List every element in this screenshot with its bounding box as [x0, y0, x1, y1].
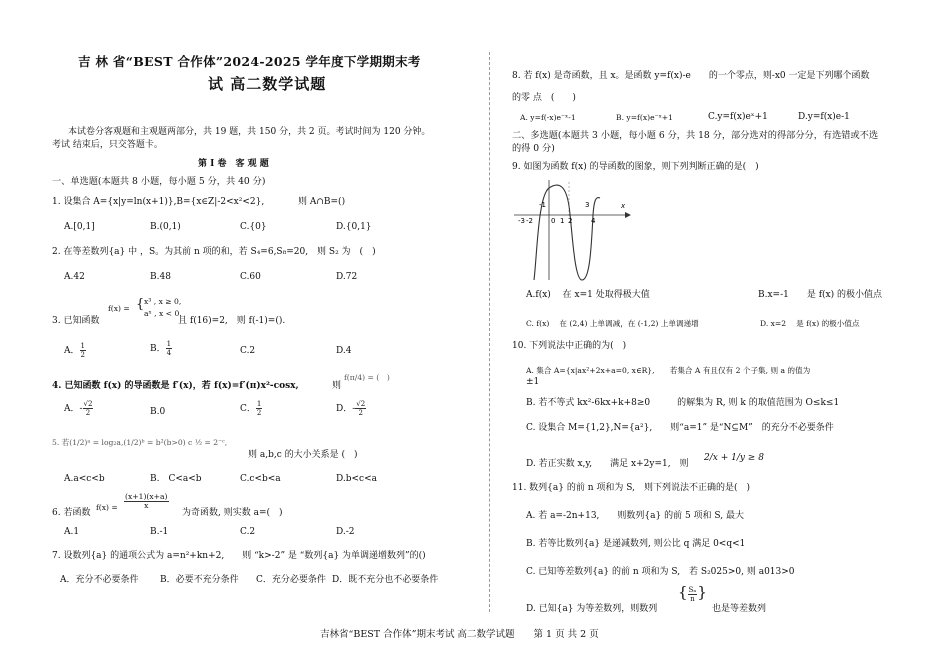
q4-option-a: [64, 400, 93, 417]
q7-option-a: A．充分不必要条件: [60, 575, 139, 585]
bracket-left: {: [678, 583, 688, 601]
frac-den: 2: [85, 409, 91, 417]
q7-option-b: B．必要不充分条件: [160, 575, 239, 585]
q3-option-b: [150, 340, 172, 357]
q8-option-a: A. y=f(-x)e⁻ˣ-1: [520, 113, 576, 122]
q6-prefix: 6. 若函数: [52, 508, 91, 518]
q10-option-d-expr: 2/x + 1/y ≥ 8: [704, 453, 764, 463]
q5-ask: 则 a,b,c 的大小关系是 ( ): [248, 450, 358, 460]
q4-option-c: [240, 400, 262, 417]
q4-option-d-frac: [355, 400, 366, 417]
intro-line1: 本试卷分客观题和主观题两部分，共 19 题，共 150 分，共 2 页。考试时间为 120 分钟。: [68, 127, 431, 137]
q2-option-c: C.60: [240, 272, 261, 282]
frac-den: 2: [80, 351, 85, 359]
q2-option-a: A.42: [64, 272, 85, 282]
q7-stem: 7. 设数列{a} 的通项公式为 a=n²+kn+2, 则 “k>-2” 是 “数列{a} 为单调递增数列”的(): [52, 551, 426, 561]
section2-line1: 二、多选题(本题共 3 小题，每小题 6 分，共 18 分，部分选对的得部分分，有选错或不选: [512, 130, 879, 141]
q11-option-a: A. 若 a=-2n+13, 则数列{a} 的前 5 项和 S, 最大: [526, 511, 744, 521]
frac-den: 2: [256, 409, 262, 417]
q4-option-d: [336, 400, 366, 417]
q9-option-d: D. x=2 是 f(x) 的极小值点: [760, 319, 860, 328]
q9-stem: 9. 如图为函数 f(x) 的导函数的图象，则下列判断正确的是( ): [512, 162, 759, 172]
exam-title-line2: 试 高二数学试题: [208, 75, 327, 93]
derivative-curve: [534, 185, 600, 280]
frac-num: √2: [83, 400, 93, 408]
q4-option-a-label: A．-: [64, 404, 83, 414]
frac-num: 1: [80, 342, 85, 350]
q1-stem: 1. 设集合 A={x|y=ln(x+1)},B={x∈Z|-2<x²<2},: [52, 197, 265, 207]
tick-label-neg1: -1: [539, 201, 546, 209]
tick-label-4: 4: [591, 217, 596, 225]
q11-option-c: C. 已知等差数列{a} 的前 n 项和为 S, 若 S₂025>0, 则 a013>0: [526, 567, 795, 577]
q1-option-b: B.(0,1): [150, 222, 181, 232]
q3-option-b-label: B．: [150, 344, 166, 354]
q8-option-c: C.y=f(x)eˣ+1: [708, 112, 768, 122]
q1-option-a: A.[0,1]: [64, 222, 95, 232]
tick-label-1: 1: [560, 217, 565, 225]
q8-line1: 8. 若 f(x) 是奇函数，且 x。是函数 y=f(x)-e 的一个零点，则-x0 一定是下列哪个函数: [512, 71, 870, 81]
q5-option-d: D.b<c<a: [336, 474, 378, 484]
q6-frac: [124, 493, 169, 510]
q4-tail: 则: [332, 381, 342, 391]
q3-option-d: D.4: [336, 346, 352, 356]
q3-case2: aˣ , x < 0.: [144, 309, 182, 318]
q9-option-a: A.f(x) 在 x=1 处取得极大值: [526, 290, 650, 300]
q11-option-d-frac-inner: [688, 586, 698, 603]
q1-ask: 则 A∩B=(): [298, 197, 346, 207]
q3-case1: x³ , x ≥ 0,: [144, 297, 182, 306]
q4-option-a-frac: [83, 400, 94, 417]
section1-title: 一、单选题(本题共 8 小题，每小题 5 分，共 40 分): [52, 176, 266, 187]
q1-option-d: D.{0,1}: [336, 222, 372, 232]
q10-option-c: C. 设集合 M={1,2},N={a²}, 则“a=1” 是“N⊆M” 的充分不必要条件: [526, 423, 834, 433]
frac-den: x: [144, 501, 149, 510]
q11-stem: 11. 数列{a} 的前 n 项和为 S, 则下列说法不正确的是( ): [512, 483, 750, 493]
frac-num: 1: [166, 340, 172, 348]
q5-option-a: A.a<c<b: [64, 474, 105, 484]
q2-stem: 2. 在等差数列{a} 中 ，S。为其前 n 项的和，若 S₄=6,S₈=20, 则 S₂ 为 ( ): [52, 247, 376, 257]
q10-option-b: B. 若不等式 kx²-6kx+k+8≥0 的解集为 R, 则 k 的取值范围为 O≤k≤1: [526, 398, 840, 408]
frac-den: 4: [166, 349, 172, 357]
q7-option-c: C．充分必要条件: [256, 575, 326, 585]
q4-option-d-label: D．-: [336, 404, 356, 414]
q5-option-b: B. C<a<b: [150, 474, 202, 484]
tick-label-neg3: -3: [518, 217, 525, 225]
q8-line2: 的零 点 ( ): [512, 93, 576, 103]
q10-option-a-line1: A. 集合 A={x|ax²+2x+a=0, x∈R}, 若集合 A 有且仅有 2 个子集, 则 a 的值为: [526, 366, 811, 375]
q10-option-d: D. 若正实数 x,y, 满足 x+2y=1, 则: [526, 459, 689, 469]
q3-option-a-frac: [80, 342, 86, 359]
q11-option-d: D. 已知{a} 为等差数列，则数列: [526, 604, 658, 614]
q3-brace: {: [136, 297, 145, 312]
q8-option-d: D.y=f(x)e-1: [798, 112, 850, 122]
q4-option-c-label: C．: [240, 404, 256, 414]
q3-option-a: [64, 342, 86, 359]
frac-num: √2: [356, 400, 366, 408]
q3-fx: f(x) =: [108, 304, 130, 313]
q6-option-a: A.1: [64, 527, 80, 537]
axis-label-x: x: [621, 202, 626, 210]
tick-label-3: 3: [585, 201, 590, 209]
frac-num: 1: [256, 400, 262, 408]
q6-suffix: 为奇函数, 则实数 a=( ): [182, 508, 283, 518]
page-footer: 吉林省“BEST 合作体”期末考试 高二数学试题 第 1 页 共 2 页: [320, 629, 599, 640]
frac-num: Sₙ: [688, 586, 697, 594]
q6-frac-inner: [124, 493, 169, 510]
q8-option-b: B. y=f(x)e⁻ˣ+1: [616, 113, 673, 122]
q2-option-d: D.72: [336, 272, 358, 282]
part1-title: 第 Ⅰ 卷 客 观 题: [198, 159, 269, 169]
tick-label-2: 2: [568, 217, 573, 225]
bracket-right: }: [697, 583, 707, 601]
q4-tail-expr: f(π/4) = ( ): [344, 373, 390, 382]
q5-stem: 5. 若(1/2)ᵃ = log₂a,(1/2)ᵇ = b²(b>0) c ½ = 2⁻ᶜ,: [52, 438, 228, 447]
section2-line2: 的得 0 分): [512, 143, 555, 154]
q4-option-c-frac: [256, 400, 262, 417]
q3-option-a-label: A．: [64, 346, 80, 356]
q2-option-b: B.48: [150, 272, 171, 282]
frac-den: n: [690, 595, 695, 603]
q5-option-c: C.c<b<a: [240, 474, 281, 484]
q1-option-c: C.{0}: [240, 222, 267, 232]
q7-option-d: D．既不充分也不必要条件: [332, 575, 439, 585]
q11-option-d-frac: [678, 583, 707, 603]
q3-option-c: C.2: [240, 346, 256, 356]
q3-suffix: 且 f(16)=2, 则 f(-1)=().: [178, 316, 286, 326]
frac-num: (x+1)(x+a): [125, 492, 168, 501]
q6-option-c: C.2: [240, 527, 256, 537]
tick-label-neg2: -2: [526, 217, 533, 225]
q10-stem: 10. 下列说法中正确的为( ): [512, 341, 627, 351]
q4-option-b: B.0: [150, 407, 166, 417]
derivative-graph: [512, 176, 632, 288]
q11-option-b: B. 若等比数列{a} 是递减数列, 则公比 q 满足 0<q<1: [526, 539, 746, 549]
q9-option-b: B.x=-1 是 f(x) 的极小值点: [758, 290, 883, 300]
column-divider: [489, 52, 490, 612]
q6-option-d: D.-2: [336, 527, 355, 537]
exam-title-line1: 吉 林 省“BEST 合作体”2024-2025 学年度下学期期末考: [78, 54, 421, 69]
q4-stem: 4. 已知函数 f(x) 的导函数是 f′(x)，若 f(x)=f′(π)x²-cosx,: [52, 381, 299, 391]
q6-fx: f(x) =: [96, 503, 118, 512]
frac-den: 2: [358, 409, 363, 417]
q3-option-b-frac: [166, 340, 172, 357]
intro-line2: 考试 结束后，只交答题卡。: [52, 140, 163, 150]
q6-option-b: B.-1: [150, 527, 169, 537]
q10-option-a-line2: ±1: [526, 377, 540, 387]
q11-option-d-tail: 也是等差数列: [712, 604, 767, 614]
q9-option-c: C. f(x) 在 (2,4) 上单调减，在 (-1,2) 上单调递增: [526, 319, 699, 328]
tick-label-0: 0: [551, 217, 556, 225]
q3-prefix: 3. 已知函数: [52, 316, 100, 326]
graph-x-axis-arrow: [625, 212, 631, 218]
